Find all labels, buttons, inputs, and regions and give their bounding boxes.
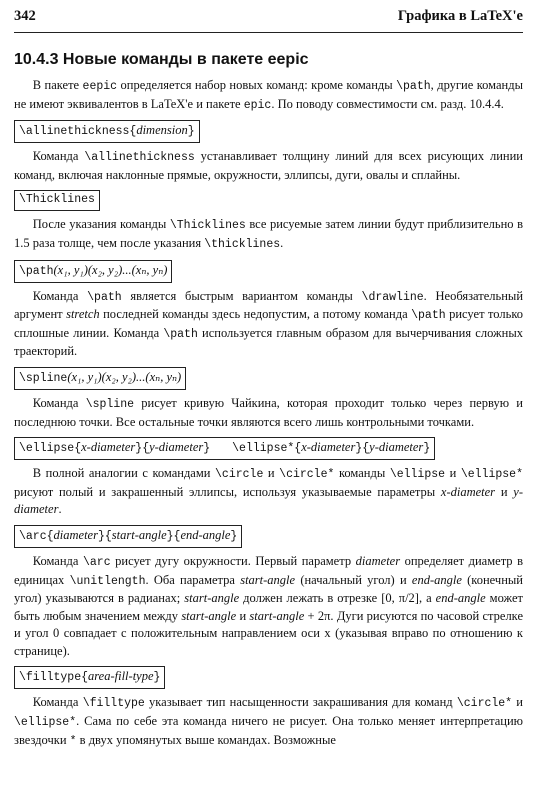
command-box-ellipse: \ellipse{x-diameter}{y-diameter} \ellipse*{x-diameter}{y-diameter} (14, 437, 435, 460)
running-title: Графика в LaTeX'е (397, 8, 523, 24)
page-number: 342 (14, 8, 36, 24)
paragraph-allinethickness: Команда \allinethickness устанавливает толщину линий для всех рисующих линии команд, включая наклонные прямые, окружности, эллипсы, дуги, овалы и сплайны. (14, 149, 523, 182)
paragraph-spline: Команда \spline рисует кривую Чайкина, которая проходит только через первую и последнюю точки. Все остальные точки являются всего лишь контрольными точками. (14, 395, 523, 429)
paragraph-thicklines: После указания команды \Thicklines все рисуемые затем линии будут приблизительно в 1.5 раза толще, чем после указания \thicklines. (14, 217, 523, 251)
command-box-arc: \arc{diameter}{start-angle}{end-angle} (14, 525, 242, 548)
paragraph-filltype: Команда \filltype указывает тип насыщенности закрашивания для команд \circle* и \ellipse*. Сама по себе эта команда ничего не рисует. Она только меняет интерпретацию звездочки * в двух упомянутых выше командах. Возможные (14, 695, 523, 748)
command-box-filltype: \filltype{area-fill-type} (14, 666, 165, 689)
command-box-path: \path(x₁, y₁)(x₂, y₂)...(xₙ, yₙ) (14, 260, 172, 283)
document-page (14, 8, 523, 750)
intro-paragraph: В пакете eepic определяется набор новых команд: кроме команды \path, другие команды не имеют эквивалентов в LaTeX'е и пакете epic. По поводу совместимости см. разд. 10.4.4. (14, 78, 523, 112)
command-box-thicklines: \Thicklines (14, 190, 100, 211)
section-title: 10.4.3 Новые команды в пакете eepic (14, 51, 309, 68)
command-box-allinethickness: \allinethickness{dimension} (14, 120, 200, 143)
command-box-spline: \spline(x₁, y₁)(x₂, y₂)...(xₙ, yₙ) (14, 367, 186, 390)
paragraph-arc: Команда \arc рисует дугу окружности. Первый параметр diameter определяет диаметр в единицах \unitlength. Оба параметра start-angle (начальный угол) и end-angle (конечный угол) указываются в радианах; start-angle должен лежать в отрезке [0, π/2], а end-angle может быть любым значением между start-angle и start-angle + 2π. Дуги рисуются по часовой стрелке и угол 0 совпадает с положительным направлением оси x (указывая вправо по отношению к странице). (14, 553, 523, 658)
paragraph-path: Команда \path является быстрым вариантом команды \drawline. Необязательный аргумент stretch последней команды здесь недопустим, а потому команда \path рисует только сплошные линии. Команда \path используется главным образом для вычерчивания сложных траекторий. (14, 288, 524, 359)
paragraph-ellipse: В полной аналогии с командами \circle и \circle* команды \ellipse и \ellipse* рисуют полый и закрашенный эллипсы, используя указываемые параметры x-diameter и y-diameter. (14, 466, 523, 517)
running-head (14, 8, 523, 33)
